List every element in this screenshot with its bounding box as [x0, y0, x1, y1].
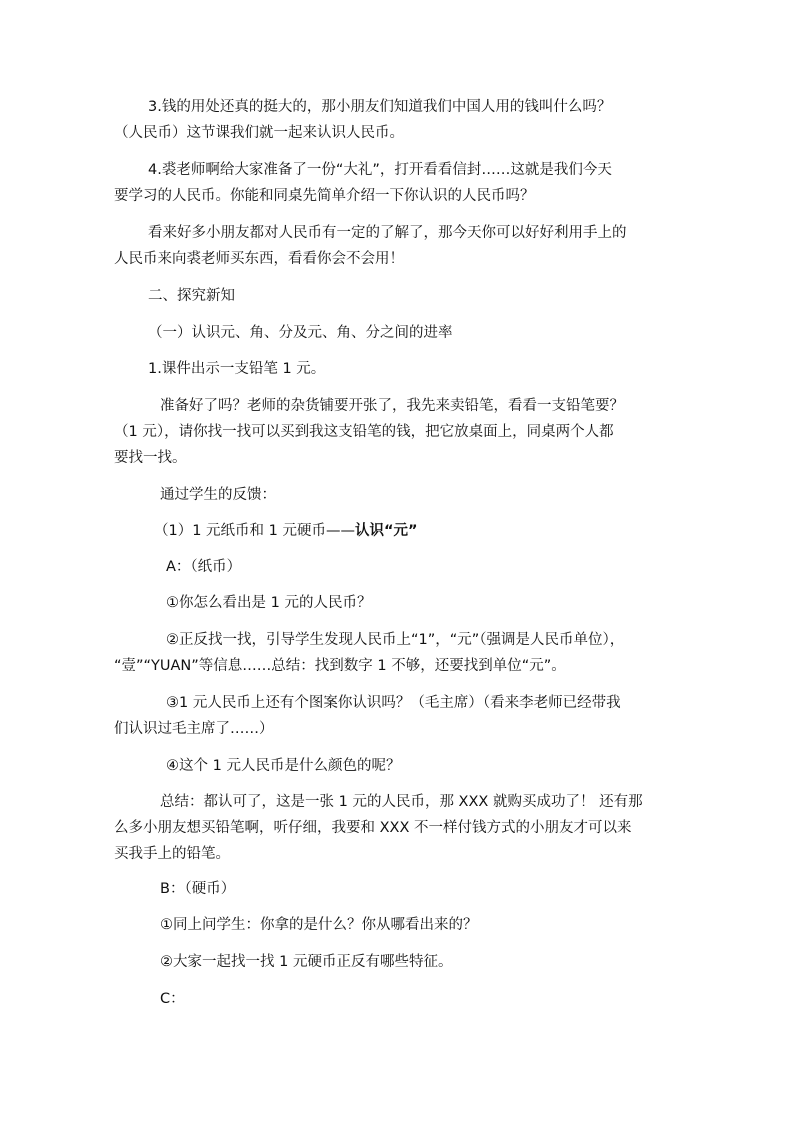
- paragraph-4: 1.课件出示一支铅笔 1 元。: [148, 361, 326, 377]
- summary-paragraph-line-3: 买我手上的铅笔。: [114, 846, 230, 862]
- item-heading-emphasis: 认识“元”: [355, 523, 418, 539]
- item-a-label: A：（纸币）: [166, 559, 242, 575]
- item-a-question-4: ④这个 1 元人民币是什么颜色的呢？: [166, 758, 401, 774]
- paragraph-3-line-2: 人民币来向裘老师买东西，看看你会不会用！: [114, 251, 404, 267]
- item-a-question-2-line-2: “壹”“YUAN”等信息……总结：找到数字 1 不够，还要找到单位“元”。: [114, 658, 566, 674]
- subsection-heading: （一）认识元、角、分及元、角、分之间的进率: [148, 325, 453, 341]
- item-b-question-2: ②大家一起找一找 1 元硬币正反有哪些特征。: [160, 954, 453, 970]
- item-a-question-1: ①你怎么看出是 1 元的人民币？: [166, 595, 372, 611]
- paragraph-5-line-2: （1 元），请你找一找可以买到我这支铅笔的钱，把它放桌面上，同桌两个人都: [114, 424, 614, 440]
- item-a-question-3: ③1 元人民币上还有个图案你认识吗？（毛主席）（看来李老师已经带我: [166, 695, 621, 711]
- item-c-label: C：: [160, 991, 185, 1007]
- paragraph-2: 4.裘老师啊给大家准备了一份“大礼”，打开看看信封……这就是我们今天: [148, 162, 612, 178]
- summary-paragraph: 总结：都认可了，这是一张 1 元的人民币，那 XXX 就购买成功了！ 还有那: [160, 794, 643, 810]
- item-b-question-1: ①同上问学生：你拿的是什么？你从哪看出来的？: [160, 917, 478, 933]
- paragraph-3: 看来好多小朋友都对人民币有一定的了解了，那今天你可以好好利用手上的: [148, 225, 627, 241]
- section-heading: 二、探究新知: [148, 288, 235, 304]
- paragraph-5-line-3: 要找一找。: [114, 450, 187, 466]
- item-a-question-3-line-2: 们认识过毛主席了……）: [114, 721, 274, 737]
- paragraph-2-line-2: 要学习的人民币。你能和同桌先简单介绍一下你认识的人民币吗？: [114, 188, 535, 204]
- paragraph-1-line-2: （人民币）这节课我们就一起来认识人民币。: [114, 125, 404, 141]
- item-heading-1: （1）1 元纸币和 1 元硬币——认识“元”: [154, 523, 418, 539]
- paragraph-1: 3.钱的用处还真的挺大的，那小朋友们知道我们中国人用的钱叫什么吗？: [148, 99, 612, 115]
- summary-paragraph-line-2: 么多小朋友想买铅笔啊，听仔细，我要和 XXX 不一样付钱方式的小朋友才可以来: [114, 820, 632, 836]
- item-a-question-2: ②正反找一找，引导学生发现人民币上“1”，“元”（强调是人民币单位），: [166, 632, 625, 648]
- item-b-label: B：（硬币）: [160, 881, 236, 897]
- paragraph-5: 准备好了吗？老师的杂货铺要开张了，我先来卖铅笔，看看一支铅笔要？: [160, 398, 624, 414]
- paragraph-6: 通过学生的反馈：: [160, 487, 276, 503]
